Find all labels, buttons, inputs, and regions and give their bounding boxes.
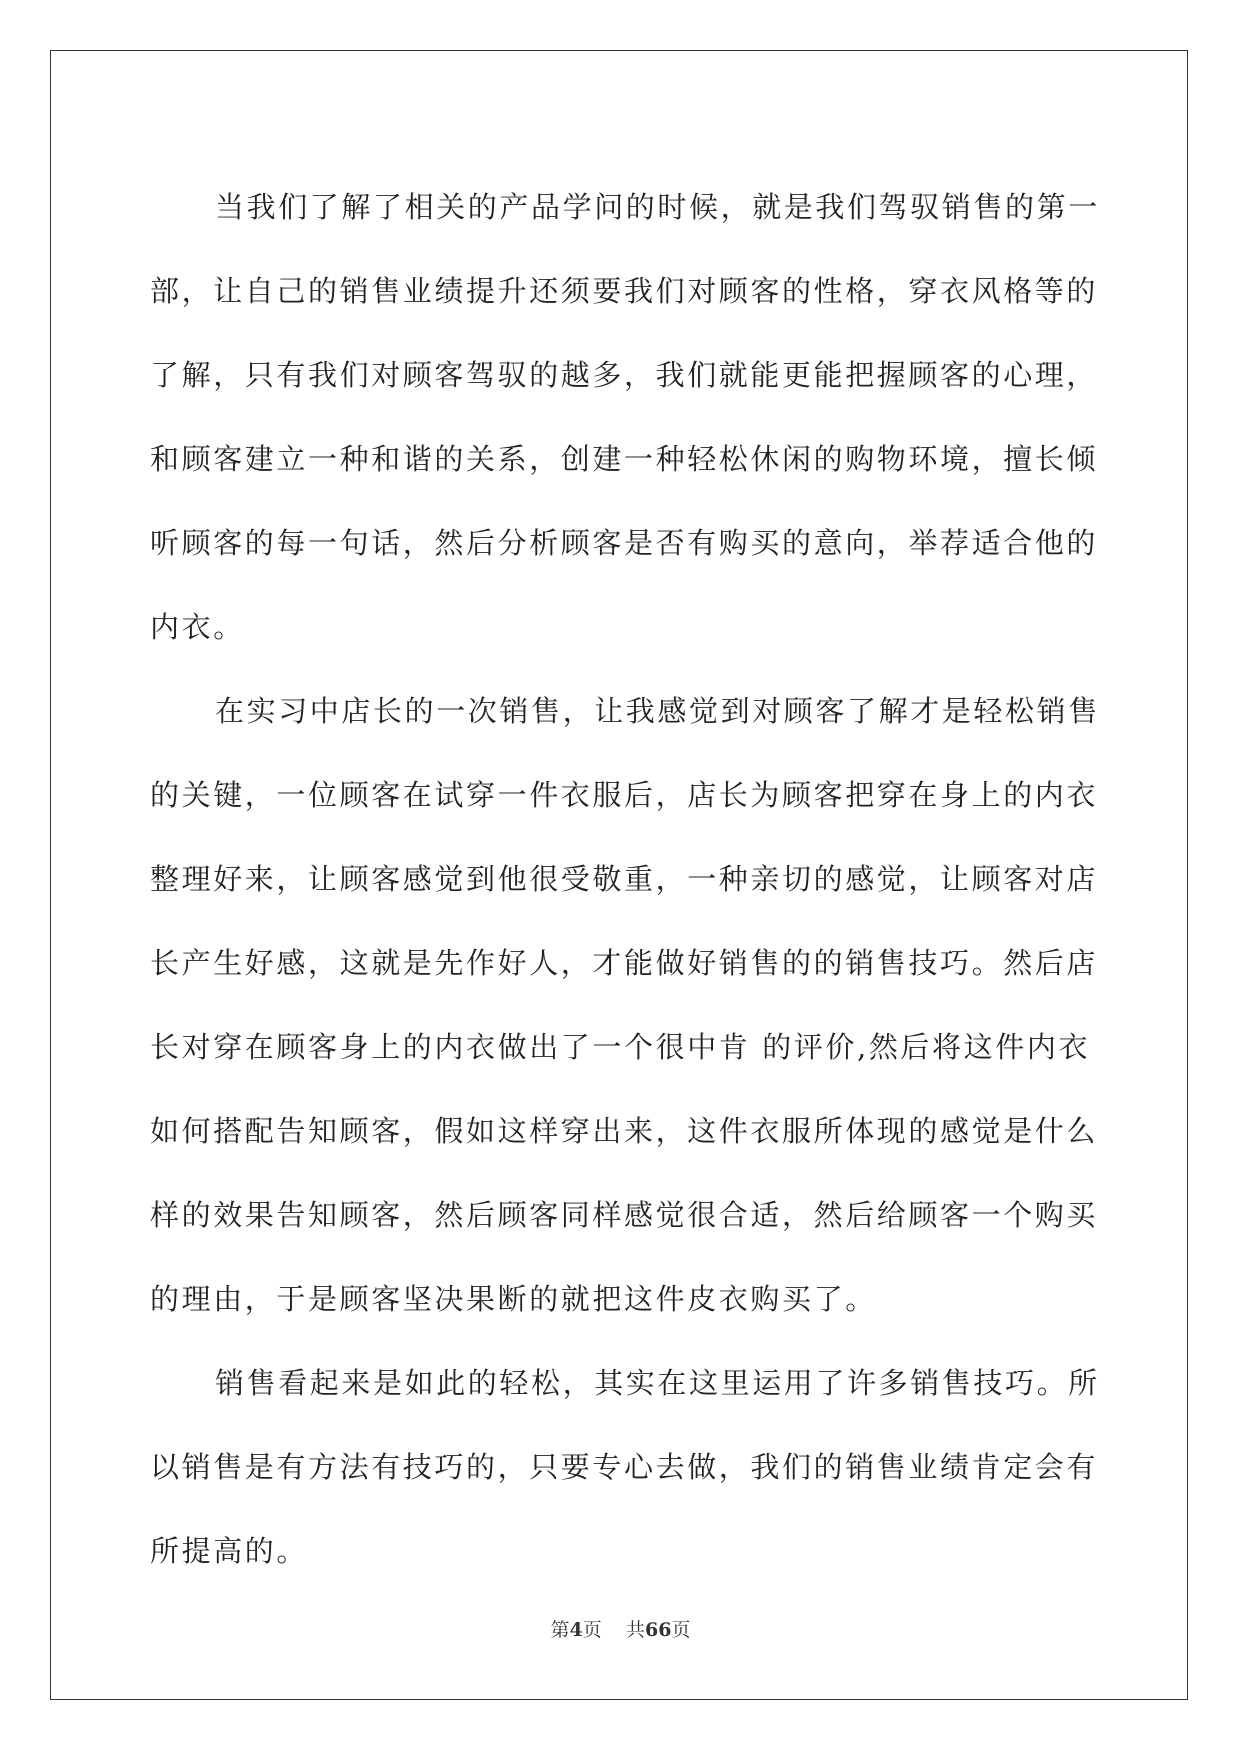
paragraph-2-line-8: 的理由，于是顾客坚决果断的就把这件皮衣购买了。: [150, 1282, 877, 1316]
page-prefix: 第: [550, 1619, 570, 1641]
paragraph-1-line-1: 当我们了解了相关的产品学问的时候，就是我们驾驭销售的第一: [215, 190, 1100, 224]
paragraph-1-line-3: 了解，只有我们对顾客驾驭的越多，我们就能更能把握顾客的心理，: [150, 358, 1099, 392]
paragraph-1-line-5: 听顾客的每一句话，然后分析顾客是否有购买的意向，举荐适合他的: [150, 526, 1099, 560]
paragraph-3-line-3: 所提高的。: [150, 1534, 309, 1568]
paragraph-2-line-7: 样的效果告知顾客，然后顾客同样感觉很合适，然后给顾客一个购买: [150, 1198, 1099, 1232]
total-suffix: 页: [671, 1619, 691, 1641]
paragraph-2-line-3: 整理好来，让顾客感觉到他很受敬重，一种亲切的感觉，让顾客对店: [150, 862, 1099, 896]
paragraph-1-line-4: 和顾客建立一种和谐的关系，创建一种轻松休闲的购物环境，擅长倾: [150, 442, 1099, 476]
paragraph-2-line-5: 长对穿在顾客身上的内衣做出了一个很中肯 的评价,然后将这件内衣: [150, 1030, 1091, 1064]
paragraph-3-line-2: 以销售是有方法有技巧的，只要专心去做，我们的销售业绩肯定会有: [150, 1450, 1099, 1484]
page-number-footer: [0, 1615, 1241, 1642]
page-suffix: 页: [582, 1619, 602, 1641]
total-page-count: 66: [644, 1619, 672, 1641]
current-page-number: 4: [569, 1619, 583, 1641]
total-prefix: 共: [625, 1619, 645, 1641]
paragraph-2-line-6: 如何搭配告知顾客，假如这样穿出来，这件衣服所体现的感觉是什么: [150, 1114, 1099, 1148]
paragraph-1-line-6: 内衣。: [150, 610, 245, 644]
paragraph-1-line-2: 部，让自己的销售业绩提升还须要我们对顾客的性格，穿衣风格等的: [150, 274, 1099, 308]
paragraph-2-line-2: 的关键，一位顾客在试穿一件衣服后，店长为顾客把穿在身上的内衣: [150, 778, 1099, 812]
paragraph-2-line-1: 在实习中店长的一次销售，让我感觉到对顾客了解才是轻松销售: [215, 694, 1100, 728]
paragraph-3-line-1: 销售看起来是如此的轻松，其实在这里运用了许多销售技巧。所: [215, 1366, 1100, 1400]
paragraph-2-line-4: 长产生好感，这就是先作好人，才能做好销售的的销售技巧。然后店: [150, 946, 1099, 980]
